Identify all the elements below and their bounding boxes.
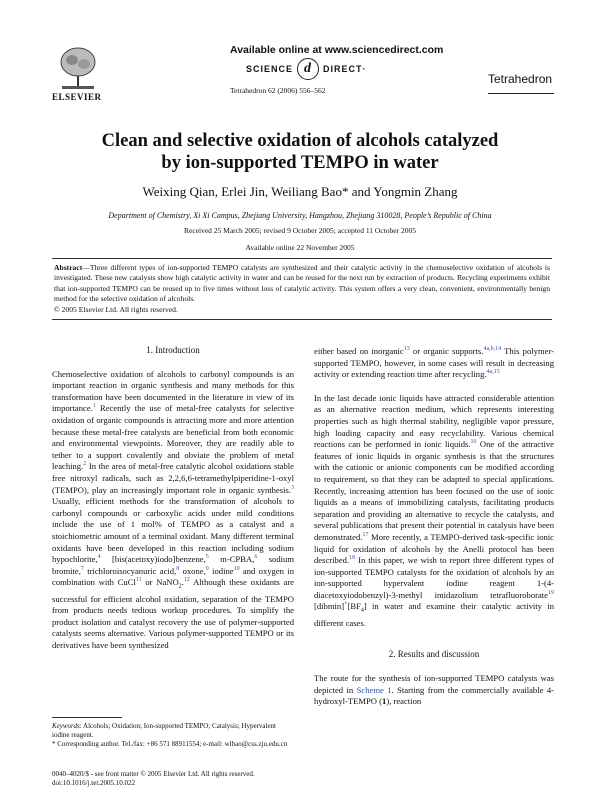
footnotes <box>52 722 294 750</box>
title-line-2: by ion-supported TEMPO in water <box>161 153 439 173</box>
abstract-bottom-rule <box>52 319 552 320</box>
column-left <box>52 345 295 652</box>
scheme-1-link[interactable]: Scheme 1 <box>356 684 392 695</box>
col2-paragraph-3: The route for the synthesis of ion-supported TEMPO catalysts was depicted in Scheme 1. Starting from the commercially available 4-hydroxyl-TEMPO (1), reaction <box>314 672 555 707</box>
elsevier-tree-logo <box>54 44 102 92</box>
received-dates: Received 25 March 2005; revised 9 October 2005; accepted 11 October 2005 <box>184 226 416 235</box>
keywords: Keywords: Alcohols; Oxidation; Ion-supported TEMPO; Catalysis; Hypervalent iodine reagent. <box>52 722 276 740</box>
sciencedirect-logo[interactable] <box>246 58 367 80</box>
abstract-label: Abstract <box>54 263 83 272</box>
corresponding-author: * Corresponding author. Tel./fax: +86 571 88911554; e-mail: wlbao@css.zju.edu.cn <box>52 740 288 749</box>
intro-paragraph: Chemoselective oxidation of alcohols to carbonyl compounds is an important reaction in organic synthesis and many methods for this transformation have been documented in the literature in view of its importance.$^1$ Recently the use of metal-free catalysts for selective oxidation of organic compounds is attracting more and more attention because these metal-free catalysts are beneficial from both economic and environmental viewpoints. Moreover, they are readily able to tether to a support covalently and obviate the problem of metal leaching.$^2$ In the area of metal-free catalytic alcohol oxidations stable free nitroxyl radicals, such as 2,2,6,6-tetramethylpiperidine-1-oxyl (TEMPO), play an increasingly important role in organic synthesis.$^3$ Usually, efficient methods for the transformation of alcohols to carbonyl compounds or carboxylic acids under mild conditions include the use of 1 mol% of TEMPO as a catalyst and a stoichiometric amount of a terminal oxidant. Many different terminal oxidants have been developed in this reaction including sodium hypochlorite,$^4$ [bis(acetoxy)iodo]benzene,$^5$ m-CPBA,$^6$ sodium bromite,$^7$ trichloroisocyanuric acid,$^8$ oxone,$^9$ iodine$^{10}$ and oxygen in combination with CuCl$^{11}$ or NaNO$_2$.$^{12}$ Although these oxidants are successful for efficient alcohol oxidation, separation of the TEMPO from products needs tedious workup procedures. To simplify the product isolation and catalyst recovery the use of polymer-supported catalysts seems alternative. Various polymer-supported TEMPO or its derivatives have been synthesized <box>52 368 295 650</box>
ref-5[interactable]: 5 <box>205 554 209 561</box>
sciencedirect-right: DIRECT· <box>323 64 367 74</box>
ref-16[interactable]: 16 <box>470 439 477 446</box>
ref-12[interactable]: 12 <box>183 577 190 584</box>
ref-8[interactable]: 8 <box>176 565 180 572</box>
abstract <box>54 263 550 315</box>
doi-line[interactable]: doi:10.1016/j.tet.2005.10.022 <box>52 779 136 788</box>
col2-paragraph-2: In the last decade ionic liquids have attracted considerable attention as an alternative reaction medium, which represents interesting properties such as high thermal stability, negligible vapor pressure, high loading capacity and easy recyclability. Various chemical reactions can be performed in ionic liquids.$^{16}$ One of the attractive features of ionic liquids in organic synthesis is that the structures with the cationic or anionic components can be modified according to requirement, so that they can be adapted to special applications. Recently, increasing attention has been focused on the use of ionic liquids as a means of immobilizing catalysts, facilitating products separation and providing an alternative to recycle the catalysts, and several publications that present their potential in catalysis have been demonstrated.$^{17}$ More recently, a TEMPO-derived task-specific ionic liquid for oxidation of alcohols by the Anelli protocol has been described.$^{18}$ In this paper, we wish to report three different types of ion-supported TEMPO catalysts for the oxidation of alcohols by an ion-supported hypervalent iodine reagent 1-(4-diacetoxyiodobenzyl)-3-methyl imidazolium tetrafluoroborate$^{19}$ $[dibmin]^+[BF_4]$ in water and examine their catalytic activity in different cases. <box>314 392 554 628</box>
ref-13[interactable]: 13 <box>403 346 410 353</box>
ref-1[interactable]: 1 <box>92 403 96 410</box>
ref-6[interactable]: 6 <box>254 554 258 561</box>
journal-rule <box>488 93 554 94</box>
ref-17[interactable]: 17 <box>362 532 369 539</box>
journal-name: Tetrahedron <box>488 72 553 86</box>
title-line-1: Clean and selective oxidation of alcohols catalyzed <box>101 131 499 151</box>
ref-3[interactable]: 3 <box>291 484 294 491</box>
publisher-name: ELSEVIER <box>52 92 102 102</box>
sciencedirect-left: SCIENCE <box>246 64 294 74</box>
affiliation: Department of Chemistry, Xi Xi Campus, Zhejiang University, Hangzhou, Zhejiang 310028, People’s Republic of China <box>108 211 492 220</box>
column-right <box>314 346 554 708</box>
available-online-link[interactable]: Available online at www.sciencedirect.com <box>230 44 444 56</box>
issn-line: 0040–4020/$ - see front matter © 2005 Elsevier Ltd. All rights reserved. <box>52 770 255 778</box>
ref-14[interactable]: 4a,b,14 <box>483 346 502 353</box>
ref-15[interactable]: 4a,15 <box>486 369 500 376</box>
front-matter-info <box>52 770 312 788</box>
abstract-text: —Three different types of ion-supported TEMPO catalysts are synthesized and their catalytic activity in the chemoselective oxidation of alcohols is investigated. These new catalysts show high catalytic activity in water and can be reused for the next run by extraction of products. Recycling experiments exhibit that ion-supported TEMPO can be reused up to five times without loss of catalytic activity. This system offers a very clean, convenient, environmentally benign method for the selective oxidation of alcohols. <box>54 263 550 304</box>
sciencedirect-d-icon: d <box>297 58 319 80</box>
abstract-top-rule <box>52 258 552 259</box>
author-list: Weixing Qian, Erlei Jin, Weiliang Bao* and Yongmin Zhang <box>142 184 458 199</box>
available-online-date: Available online 22 November 2005 <box>245 243 355 252</box>
ref-19[interactable]: 19 <box>548 590 554 597</box>
col2-paragraph-1: either based on inorganic$^{13}$ or organic supports.$^{4a,b,14}$ This polymer-supported TEMPO, however, in some cases will result in decreasing activity or extending reaction time after recycling.$^{4a,15}$ <box>314 346 555 380</box>
article-title <box>0 130 600 174</box>
ref-10[interactable]: 10 <box>233 565 240 572</box>
ref-2[interactable]: 2 <box>83 461 87 468</box>
journal-citation: Tetrahedron 62 (2006) 556–562 <box>230 86 326 95</box>
ref-7[interactable]: 7 <box>80 565 84 572</box>
section-heading-introduction: 1. Introduction <box>146 345 200 355</box>
ref-9[interactable]: 9 <box>205 565 209 572</box>
abstract-copyright: © 2005 Elsevier Ltd. All rights reserved. <box>54 304 178 314</box>
ref-11[interactable]: 11 <box>135 577 142 584</box>
ref-4[interactable]: 4 <box>97 554 101 561</box>
footnote-rule <box>52 717 122 718</box>
ref-18[interactable]: 18 <box>349 555 356 562</box>
section-heading-results: 2. Results and discussion <box>388 649 480 660</box>
